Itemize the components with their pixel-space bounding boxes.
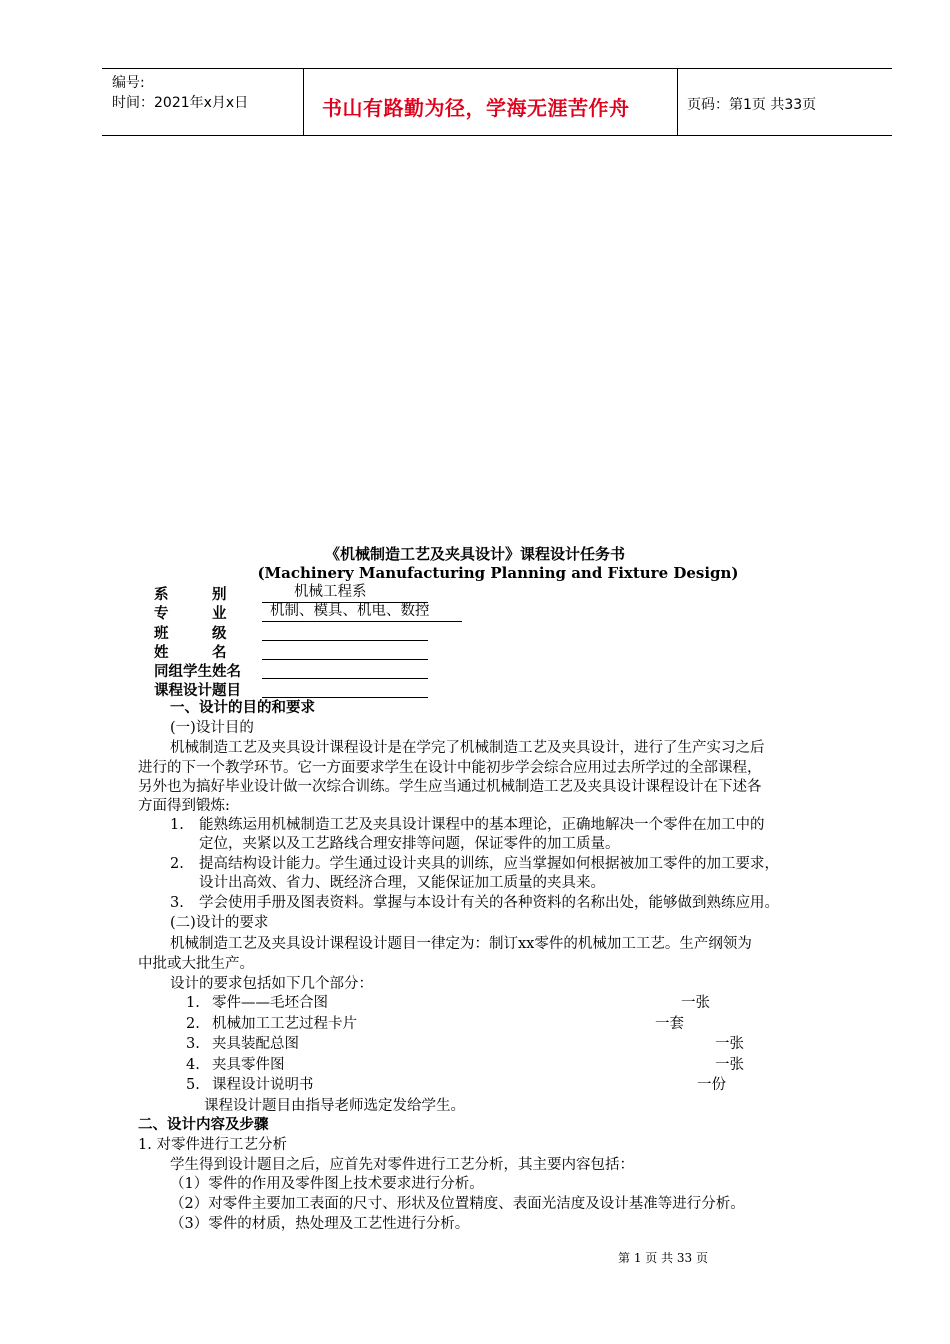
doc-title-cn: 《机械制造工艺及夹具设计》课程设计任务书 xyxy=(324,545,625,563)
deliverable-num-4: 4. xyxy=(186,1057,200,1073)
info-value-major-text: 机制、模具、机电、数控 xyxy=(270,603,430,619)
header-number-label: 编号: xyxy=(112,75,145,91)
info-label-name: 姓 名 xyxy=(154,644,227,661)
deliverable-name-1: 零件——毛坯合图 xyxy=(212,995,328,1011)
goal-item-3-line1: 学会使用手册及图表资料。掌握与本设计有关的各种资料的名称出处，能够做到熟练应用。 xyxy=(199,895,779,911)
deliverable-name-2: 机械加工工艺过程卡片 xyxy=(212,1016,357,1032)
info-label-class: 班 级 xyxy=(154,625,227,642)
header-motto: 书山有路勤为径，学海无涯苦作舟 xyxy=(322,96,630,120)
section1-para1-line3: 另外也为搞好毕业设计做一次综合训练。学生应当通过机械制造工艺及夹具设计课程设计在下述各 xyxy=(138,779,762,795)
section2-point-1: （1）零件的作用及零件图上技术要求进行分析。 xyxy=(170,1176,484,1192)
section2-step1: 1. 对零件进行工艺分析 xyxy=(138,1137,287,1153)
section1-para1-line2: 进行的下一个教学环节。它一方面要求学生在设计中能初步学会综合应用过去所学过的全部课程， xyxy=(138,760,762,776)
deliverable-num-2: 2. xyxy=(186,1016,200,1032)
goal-item-1-line2: 定位，夹紧以及工艺路线合理安排等问题，保证零件的加工质量。 xyxy=(199,836,620,852)
deliverable-qty-4: 一张 xyxy=(715,1057,744,1073)
section1-para2-line1: 机械制造工艺及夹具设计课程设计题目一律定为：制订xx零件的机械加工工艺。生产纲领为 xyxy=(170,936,752,952)
goal-item-2-line2: 设计出高效、省力、既经济合理，又能保证加工质量的夹具来。 xyxy=(199,875,605,891)
section2-point-3: （3）零件的材质，热处理及工艺性进行分析。 xyxy=(170,1216,470,1232)
info-value-dept-text: 机械工程系 xyxy=(294,584,367,600)
goal-item-2-line1: 提高结构设计能力。学生通过设计夹具的训练，应当掌握如何根据被加工零件的加工要求， xyxy=(199,856,779,872)
section1-closing: 课程设计题目由指导老师选定发给学生。 xyxy=(204,1098,465,1114)
header-date-label: 时间：2021年x月x日 xyxy=(112,95,249,111)
section2-heading: 二、设计内容及步骤 xyxy=(138,1116,269,1133)
goal-item-num-2: 2. xyxy=(170,856,184,872)
info-value-name xyxy=(262,640,428,660)
section1-heading: 一、设计的目的和要求 xyxy=(170,699,315,716)
deliverable-qty-2: 一套 xyxy=(655,1016,684,1032)
doc-title-en: (Machinery Manufacturing Planning and Fixture Design) xyxy=(257,564,739,582)
goal-item-num-1: 1. xyxy=(170,817,184,833)
deliverable-name-5: 课程设计说明书 xyxy=(212,1077,314,1093)
deliverable-num-1: 1. xyxy=(186,995,200,1011)
section1-para2-line2: 中批或大批生产。 xyxy=(138,956,254,972)
info-value-topic xyxy=(262,678,428,698)
section1-para1-line4: 方面得到锻炼: xyxy=(138,798,230,814)
info-label-major: 专 业 xyxy=(154,605,227,622)
info-label-topic: 课程设计题目 xyxy=(154,682,241,699)
info-value-group xyxy=(262,659,428,679)
header-divider-left xyxy=(303,68,304,135)
header-page-label: 页码：第1页 共33页 xyxy=(687,97,817,113)
goal-item-1-line1: 能熟练运用机械制造工艺及夹具设计课程中的基本理论，正确地解决一个零件在加工中的 xyxy=(199,817,765,833)
info-label-group: 同组学生姓名 xyxy=(154,663,241,680)
deliverable-name-4: 夹具零件图 xyxy=(212,1057,285,1073)
page-footer: 第 1 页 共 33 页 xyxy=(618,1251,708,1265)
section2-point-2: （2）对零件主要加工表面的尺寸、形状及位置精度、表面光洁度及设计基准等进行分析。 xyxy=(170,1196,745,1212)
deliverable-qty-5: 一份 xyxy=(697,1077,726,1093)
section1-para1-line1: 机械制造工艺及夹具设计课程设计是在学完了机械制造工艺及夹具设计，进行了生产实习之后 xyxy=(170,740,765,756)
info-value-major xyxy=(262,601,462,622)
deliverable-num-3: 3. xyxy=(186,1036,200,1052)
section2-para: 学生得到设计题目之后，应首先对零件进行工艺分析，其主要内容包括： xyxy=(170,1157,634,1173)
header-top-rule xyxy=(102,68,892,69)
info-label-dept: 系 别 xyxy=(154,586,227,603)
section1-sub1: (一)设计目的 xyxy=(170,720,254,736)
section1-para3: 设计的要求包括如下几个部分： xyxy=(170,976,373,992)
section1-sub2: (二)设计的要求 xyxy=(170,915,269,931)
deliverable-name-3: 夹具装配总图 xyxy=(212,1036,299,1052)
info-value-class xyxy=(262,621,428,641)
header-divider-right xyxy=(677,68,678,135)
deliverable-num-5: 5. xyxy=(186,1077,200,1093)
header-bottom-rule xyxy=(102,135,892,136)
deliverable-qty-1: 一张 xyxy=(681,995,710,1011)
info-value-dept xyxy=(262,582,428,603)
deliverable-qty-3: 一张 xyxy=(715,1036,744,1052)
goal-item-num-3: 3. xyxy=(170,895,184,911)
